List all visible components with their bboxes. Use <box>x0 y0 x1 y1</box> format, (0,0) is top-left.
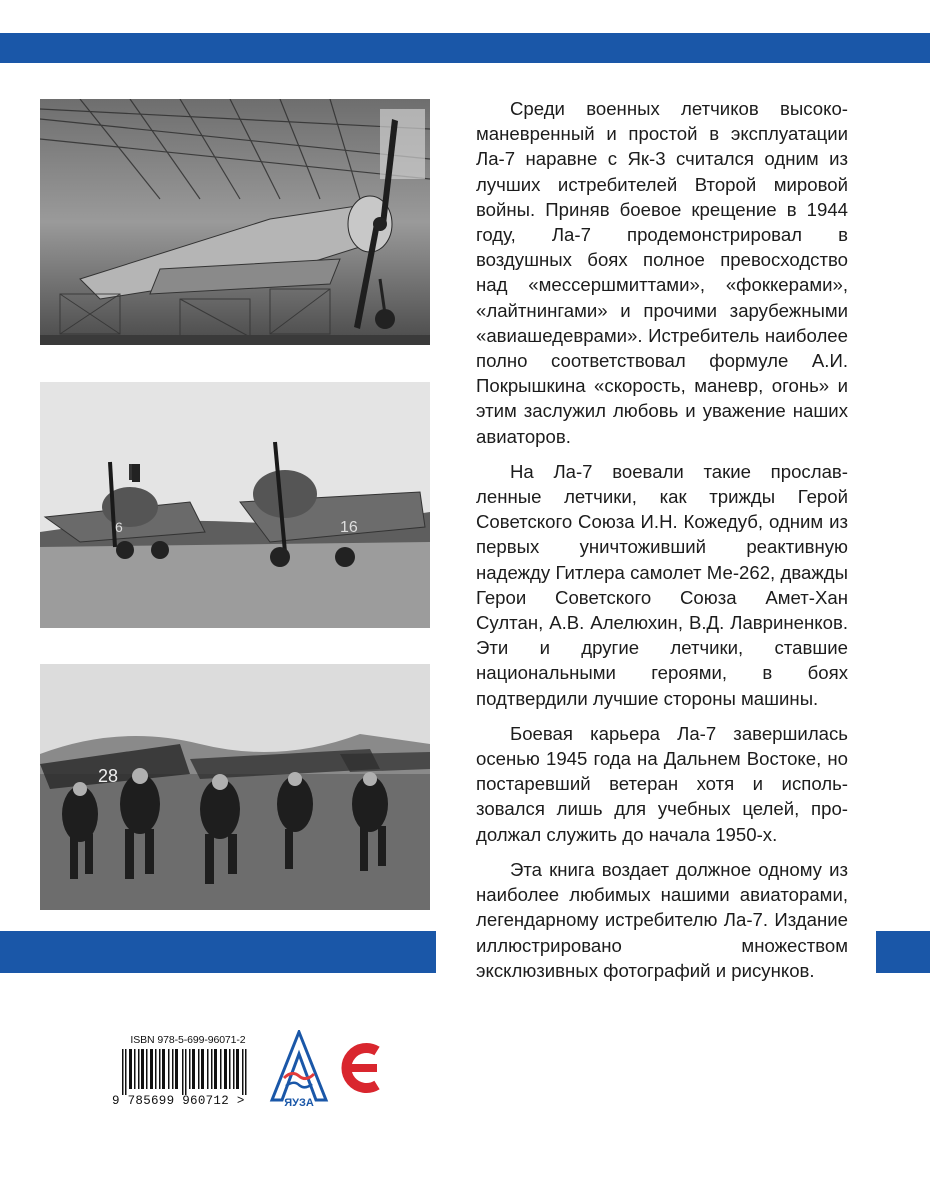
paragraph-4: Эта книга воздает должное одному из наиболее любимых нашими авиаторами, легендарному истребителю Ла-7. Издание иллюстрировано множеством эксклюзивных фотографий и рисунков. <box>476 858 848 981</box>
paragraph-2: На Ла-7 воевали такие прославленные летчики, как трижды Герой Советского Союза И.Н. Кожедуб, одним из первых уничтоживший реактивную надежду Гитлера самолет Ме-262, дважды Герои Советского Союза Амет-Хан Султан, А.В. Алелюхин, В.Д. Лавриненков. Эти и другие летчики, ставшие национальными героями, в боях подтвердили лучшие стороны машины. <box>476 460 848 709</box>
paragraph-3: Боевая карьера Ла-7 завершилась осенью 1945 года на Дальнем Востоке, но постаревший ветеран хотя и использовался лишь для учебных целей, продолжал служить до начала 1950-х. <box>476 722 848 845</box>
plane-number-6: 6 <box>115 519 123 535</box>
photo-pilots-running <box>40 664 430 910</box>
mid-blue-band-left <box>0 931 436 973</box>
yauza-logo-text: ЯУЗА <box>284 1097 314 1108</box>
isbn-barcode <box>112 1034 264 1108</box>
eksmo-logo-icon <box>333 1037 383 1099</box>
plane-number-16: 16 <box>340 519 358 536</box>
paragraph-1: Среди военных летчиков высокоманевренный и простой в эксплуатации Ла-7 наравне с Як-3 считался одним из лучших истребителей Второй мировой войны. Приняв боевое крещение в 1944 году, Ла-7 продемонстрировал в воздушных боях полное превосходство над «мессершмиттами», «фоккерами», «лайтнингами» и прочими зарубежными «авиашедеврами». Истребитель наиболее полно соответствовал формуле А.И. Покрышкина «скорость, маневр, огонь» и этим заслужил любовь и уважение наших авиаторов. <box>476 98 848 447</box>
plane-number-28: 28 <box>98 766 119 786</box>
mid-blue-band-right <box>876 931 930 973</box>
isbn-label: ISBN 978-5-699-96071-2 <box>130 1034 246 1046</box>
description-text <box>476 96 848 993</box>
top-blue-band <box>0 33 930 63</box>
photo-factory-hangar <box>40 99 430 345</box>
photo-airfield-aircraft <box>40 382 430 628</box>
barcode-icon <box>112 1049 264 1095</box>
publisher-logo-yauza <box>268 1030 330 1108</box>
barcode-digits: 9 785699 960712 > <box>112 1094 245 1108</box>
